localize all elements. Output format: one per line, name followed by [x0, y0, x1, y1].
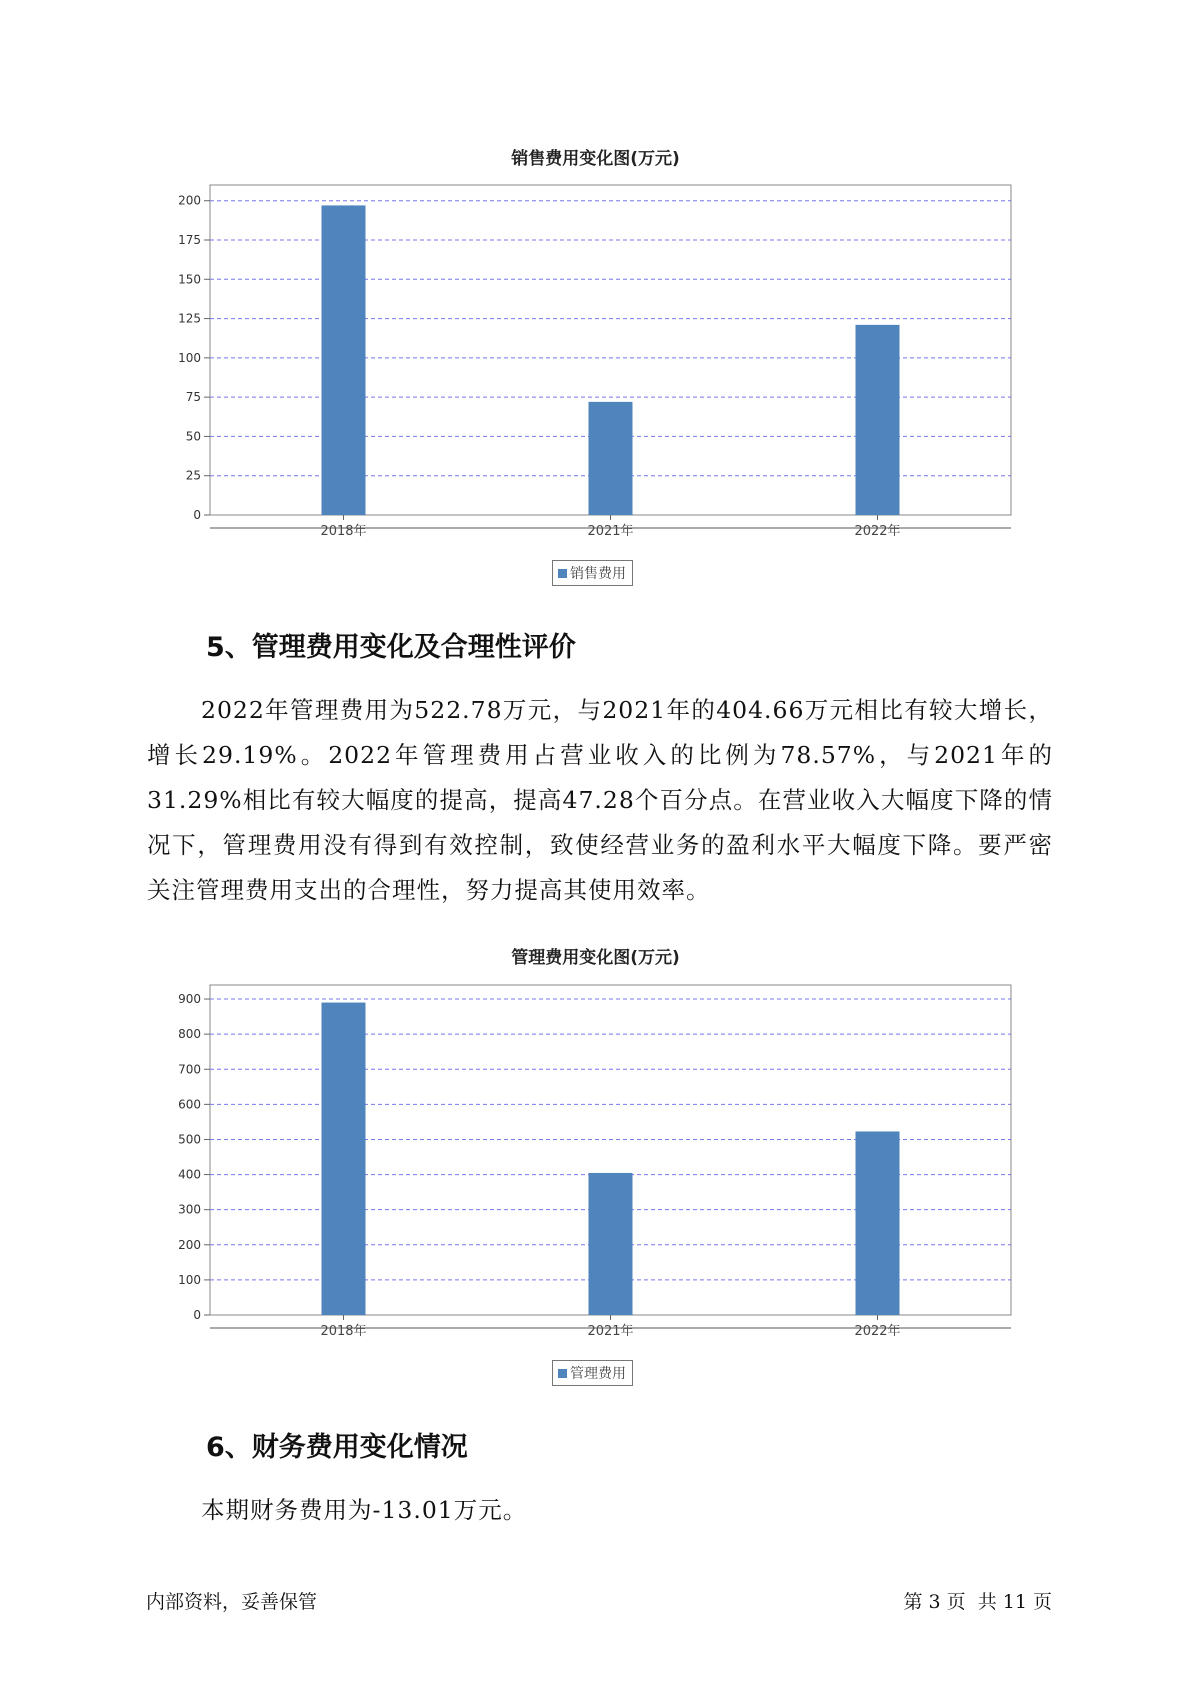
- y-tick-label: 0: [193, 508, 201, 522]
- sales-chart-legend: [552, 560, 633, 586]
- y-tick-label: 200: [178, 193, 201, 208]
- admin-expense-chart: [0, 960, 1191, 1340]
- y-tick-label: 600: [178, 1097, 201, 1112]
- bar-2018年: [322, 205, 366, 515]
- bar-2021年: [589, 402, 633, 515]
- sales-legend-label: 销售费用: [570, 566, 626, 582]
- footer-confidential-note: 内部资料，妥善保管: [146, 1591, 318, 1613]
- x-tick-label: 2021年: [587, 1324, 634, 1339]
- x-tick-label: 2021年: [587, 524, 634, 539]
- y-tick-label: 700: [178, 1062, 201, 1077]
- x-tick-label: 2022年: [854, 1324, 901, 1339]
- sales-chart-title: 销售费用变化图(万元): [511, 149, 680, 169]
- bar-2022年: [856, 325, 900, 515]
- bar-2021年: [589, 1173, 633, 1315]
- bar-2022年: [856, 1131, 900, 1315]
- y-tick-label: 150: [178, 272, 201, 287]
- section-5-paragraph: 2022年管理费用为522.78万元，与2021年的404.66万元相比有较大增长，增长29.19%。2022年管理费用占营业收入的比例为78.57%，与2021年的31.29%相比有较大幅度的提高，提高47.28个百分点。在营业收入大幅度下降的情况下，管理费用没有得到有效控制，致使经营业务的盈利水平大幅度下降。要严密关注管理费用支出的合理性，努力提高其使用效率。: [147, 696, 1053, 904]
- y-tick-label: 500: [178, 1132, 201, 1147]
- y-tick-label: 75: [185, 390, 201, 405]
- y-tick-label: 900: [178, 992, 201, 1007]
- x-tick-label: 2018年: [320, 1324, 367, 1339]
- legend-swatch: [558, 1369, 567, 1378]
- y-tick-label: 50: [185, 429, 201, 444]
- legend-swatch: [558, 569, 567, 578]
- y-tick-label: 200: [178, 1237, 201, 1252]
- x-tick-label: 2018年: [320, 524, 367, 539]
- bar-2018年: [322, 1003, 366, 1315]
- admin-chart-legend: [552, 1360, 633, 1386]
- y-tick-label: 125: [178, 311, 201, 326]
- y-tick-label: 0: [193, 1308, 201, 1322]
- y-tick-label: 25: [185, 468, 201, 483]
- section-6-paragraph: 本期财务费用为-13.01万元。: [201, 1496, 528, 1524]
- y-tick-label: 175: [178, 233, 201, 247]
- section-5-heading: 5、管理费用变化及合理性评价: [206, 632, 576, 663]
- sales-expense-chart: [0, 160, 1191, 540]
- admin-chart-title: 管理费用变化图(万元): [511, 948, 680, 968]
- x-tick-label: 2022年: [854, 524, 901, 539]
- y-tick-label: 800: [178, 1027, 201, 1042]
- y-tick-label: 400: [178, 1167, 201, 1182]
- footer-page-number: 第 3 页 共 11 页: [903, 1591, 1052, 1613]
- y-tick-label: 100: [178, 1272, 201, 1287]
- section-6-heading: 6、财务费用变化情况: [206, 1432, 468, 1463]
- y-tick-label: 100: [178, 350, 201, 365]
- y-tick-label: 300: [178, 1202, 201, 1217]
- admin-legend-label: 管理费用: [570, 1366, 626, 1382]
